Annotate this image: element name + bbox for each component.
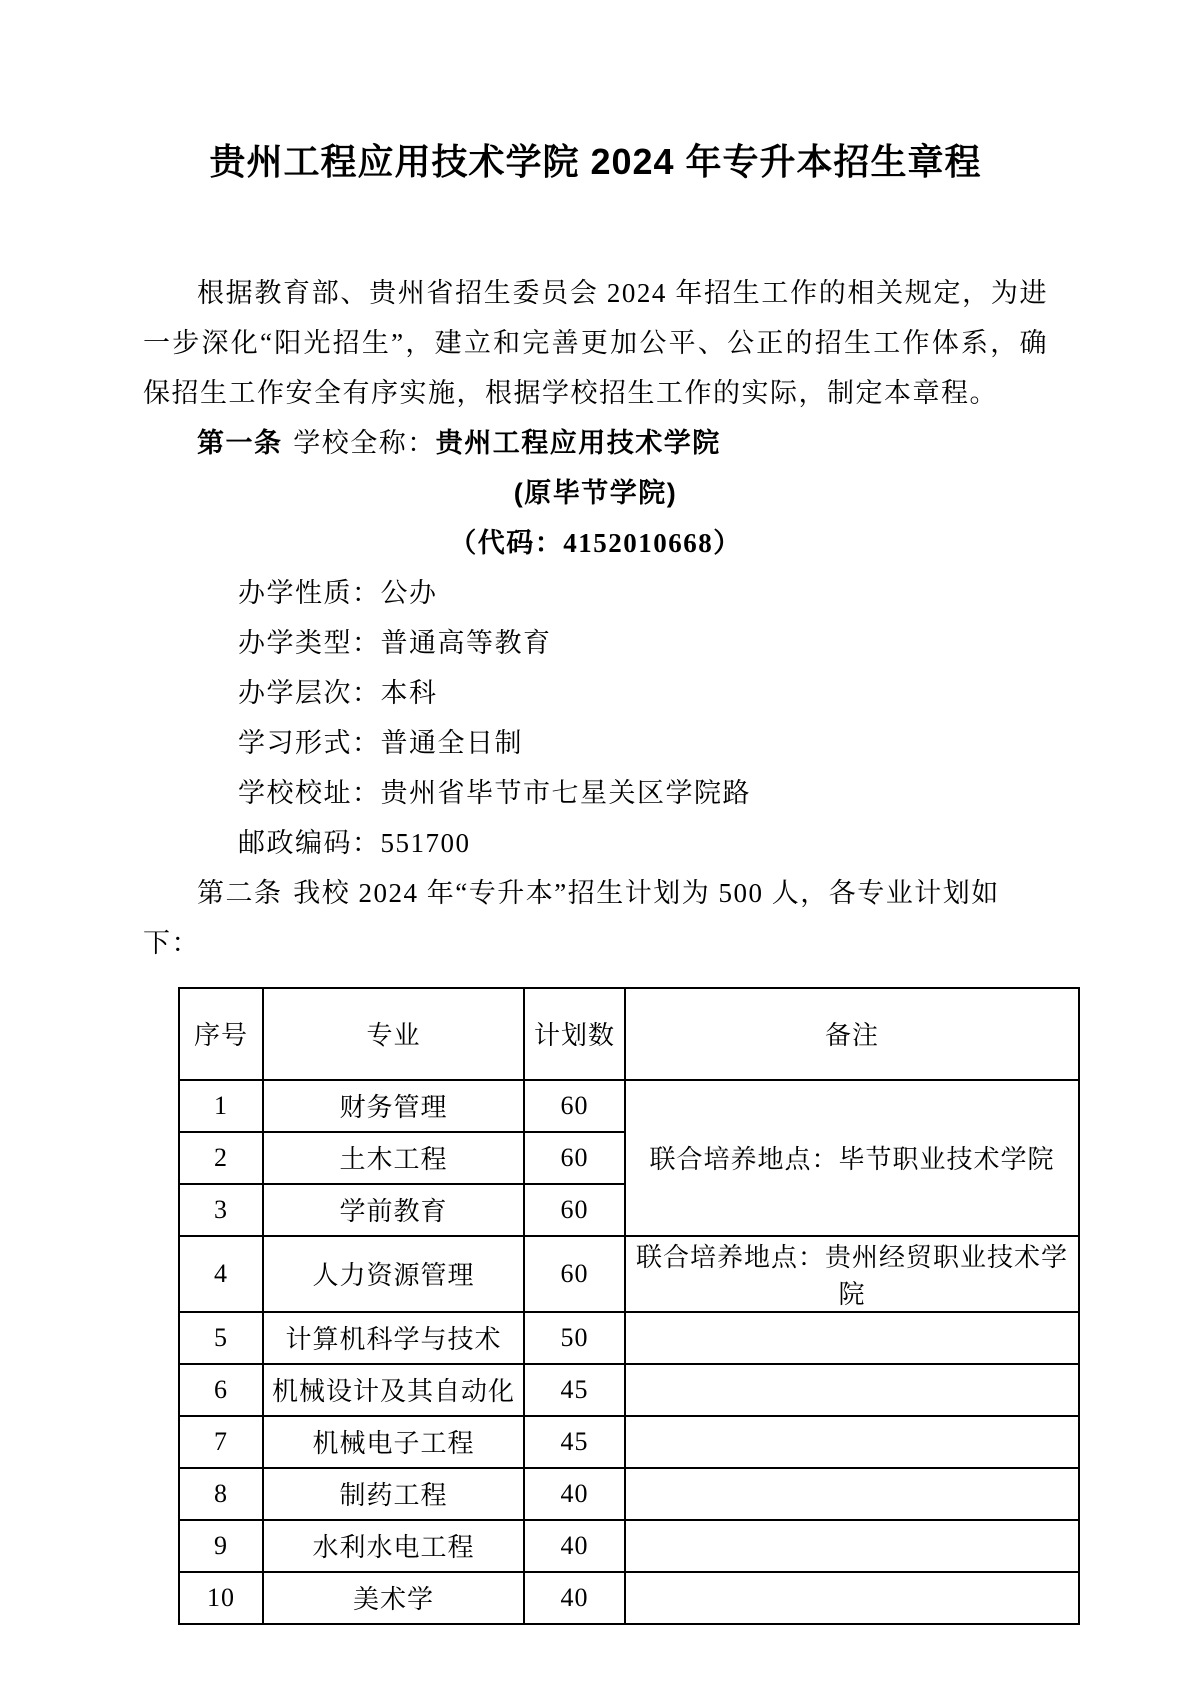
article-2-line — [143, 868, 1048, 968]
attribute-line-postcode — [143, 818, 1048, 868]
plan-count-cell: 45 — [524, 1416, 625, 1468]
attribute-value: 公办 — [380, 577, 438, 608]
row-number-cell: 1 — [179, 1080, 263, 1132]
school-fullname-label: 学校全称： — [293, 427, 436, 458]
major-cell: 土木工程 — [263, 1132, 524, 1184]
attribute-value: 贵州省毕节市七星关区学院路 — [380, 777, 751, 808]
row-number-cell: 2 — [179, 1132, 263, 1184]
major-cell: 学前教育 — [263, 1184, 524, 1236]
plan-count-cell: 45 — [524, 1364, 625, 1416]
row-number-cell: 6 — [179, 1364, 263, 1416]
school-attributes — [143, 568, 1048, 868]
attribute-value: 普通高等教育 — [380, 627, 552, 658]
remark-cell — [625, 1312, 1079, 1364]
attribute-line-nature — [143, 568, 1048, 618]
remark-cell-merged: 联合培养地点：毕节职业技术学院 — [625, 1080, 1079, 1236]
major-cell: 机械电子工程 — [263, 1416, 524, 1468]
row-number-cell: 7 — [179, 1416, 263, 1468]
table-row — [179, 1080, 1079, 1132]
table-header-row — [179, 988, 1079, 1080]
table-row — [179, 1572, 1079, 1624]
enrollment-plan-table — [178, 987, 1080, 1625]
table-row — [179, 1468, 1079, 1520]
header-cell-major: 专业 — [263, 988, 524, 1080]
table-row — [179, 1312, 1079, 1364]
attribute-value: 普通全日制 — [380, 727, 523, 758]
plan-count-cell: 60 — [524, 1132, 625, 1184]
plan-count-cell: 60 — [524, 1236, 625, 1312]
major-cell: 财务管理 — [263, 1080, 524, 1132]
remark-cell — [625, 1468, 1079, 1520]
article-1-label: 第一条 — [197, 427, 283, 458]
row-number-cell: 3 — [179, 1184, 263, 1236]
major-cell: 美术学 — [263, 1572, 524, 1624]
attribute-line-study-form — [143, 718, 1048, 768]
school-name: 贵州工程应用技术学院 — [435, 427, 721, 458]
plan-count-cell: 40 — [524, 1468, 625, 1520]
document-title: 贵州工程应用技术学院 2024 年专升本招生章程 — [209, 141, 982, 182]
attribute-line-type — [143, 618, 1048, 668]
intro-paragraph: 根据教育部、贵州省招生委员会 2024 年招生工作的相关规定，为进一步深化“阳光招生”，建立和完善更加公平、公正的招生工作体系，确保招生工作安全有序实施，根据学校招生工作的实际，制定本章程。 — [143, 277, 1048, 408]
header-cell-no: 序号 — [179, 988, 263, 1080]
table-row — [179, 1416, 1079, 1468]
plan-count-cell: 50 — [524, 1312, 625, 1364]
attribute-label: 学习形式： — [238, 727, 381, 758]
header-cell-plan-count: 计划数 — [524, 988, 625, 1080]
row-number-cell: 10 — [179, 1572, 263, 1624]
attribute-value: 本科 — [380, 677, 438, 708]
attribute-label: 办学类型： — [238, 627, 381, 658]
row-number-cell: 8 — [179, 1468, 263, 1520]
major-cell: 计算机科学与技术 — [263, 1312, 524, 1364]
header-cell-remark: 备注 — [625, 988, 1079, 1080]
article-1-line — [143, 418, 1048, 468]
remark-cell — [625, 1572, 1079, 1624]
article-2-text: 我校 2024 年“专升本”招生计划为 500 人，各专业计划如下： — [143, 877, 1000, 958]
major-cell: 水利水电工程 — [263, 1520, 524, 1572]
major-cell: 机械设计及其自动化 — [263, 1364, 524, 1416]
table-row — [179, 1364, 1079, 1416]
plan-count-cell: 60 — [524, 1080, 625, 1132]
article-2-label: 第二条 — [197, 877, 283, 908]
row-number-cell: 5 — [179, 1312, 263, 1364]
major-cell: 人力资源管理 — [263, 1236, 524, 1312]
remark-cell — [625, 1364, 1079, 1416]
attribute-label: 邮政编码： — [238, 827, 381, 858]
major-cell: 制药工程 — [263, 1468, 524, 1520]
attribute-line-address — [143, 768, 1048, 818]
remark-cell — [625, 1416, 1079, 1468]
attribute-line-level — [143, 668, 1048, 718]
document-content — [0, 140, 1191, 1625]
row-number-cell: 4 — [179, 1236, 263, 1312]
row-number-cell: 9 — [179, 1520, 263, 1572]
plan-count-cell: 60 — [524, 1184, 625, 1236]
remark-cell — [625, 1520, 1079, 1572]
remark-cell: 联合培养地点：贵州经贸职业技术学院 — [625, 1236, 1079, 1312]
attribute-value: 551700 — [380, 827, 471, 858]
plan-count-cell: 40 — [524, 1572, 625, 1624]
former-school-name: (原毕节学院) — [513, 477, 678, 508]
plan-count-cell: 40 — [524, 1520, 625, 1572]
attribute-label: 学校校址： — [238, 777, 381, 808]
attribute-label: 办学层次： — [238, 677, 381, 708]
table-row — [179, 1520, 1079, 1572]
table-row — [179, 1236, 1079, 1312]
attribute-label: 办学性质： — [238, 577, 381, 608]
school-code-line: （代码：4152010668） — [449, 527, 742, 558]
